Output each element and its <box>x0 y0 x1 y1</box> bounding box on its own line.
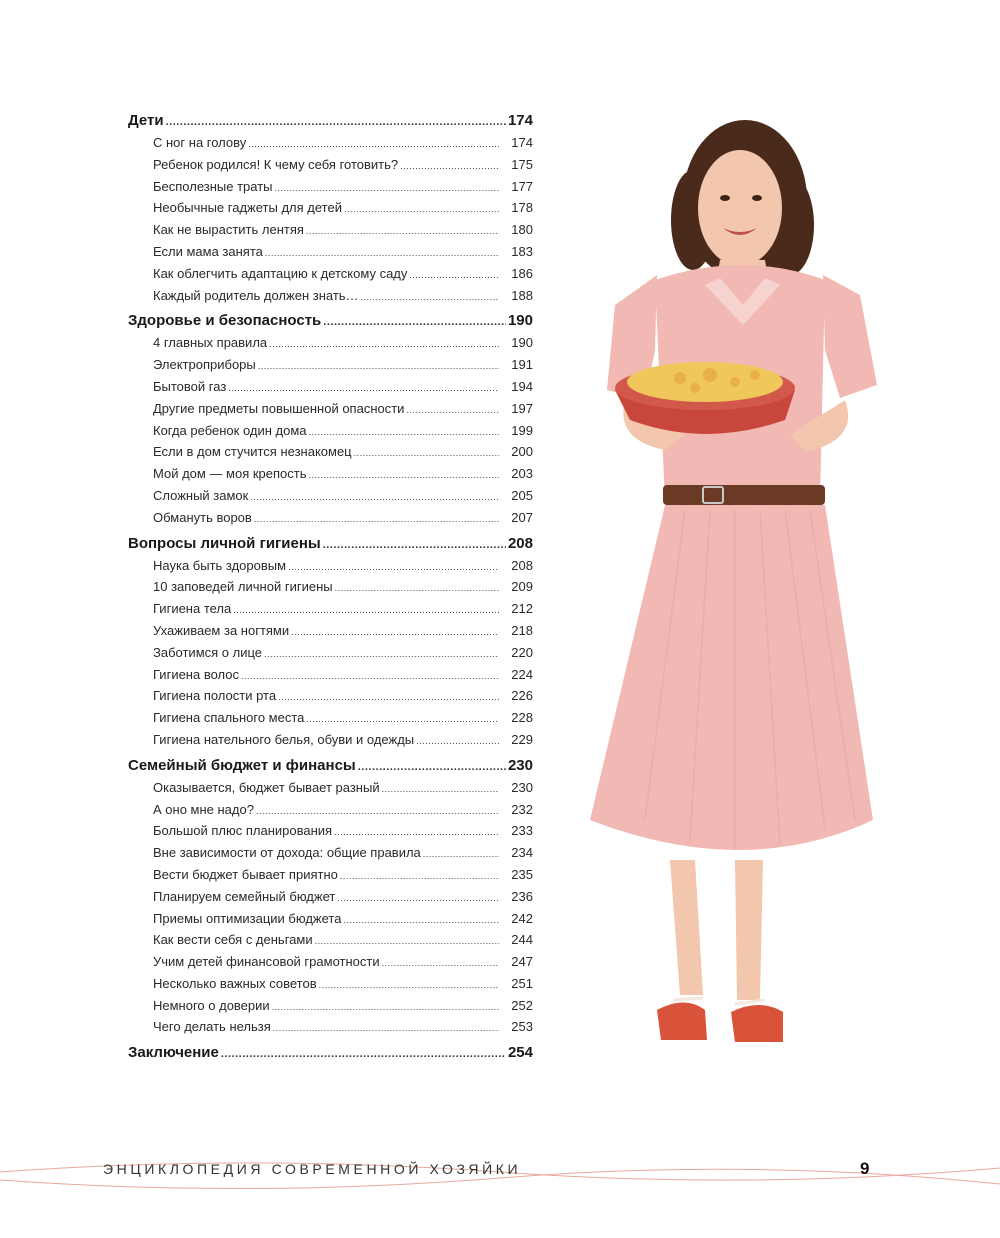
toc-entry-page: 191 <box>511 357 533 373</box>
dot-leader <box>335 578 499 600</box>
toc-entry <box>128 176 533 198</box>
toc-entry-page: 200 <box>511 444 533 460</box>
toc-entry-title: Оказывается, бюджет бывает разный <box>153 779 380 795</box>
dot-leader <box>354 443 499 465</box>
dot-leader <box>258 356 499 378</box>
toc-entry <box>128 332 533 354</box>
toc-entry <box>128 864 533 886</box>
toc-entry <box>128 197 533 219</box>
toc-entry-title: Бесполезные траты <box>153 178 273 194</box>
toc-entry <box>128 154 533 176</box>
toc-entry <box>128 485 533 507</box>
toc-entry-title: Заботимся о лице <box>153 644 262 660</box>
dot-leader <box>382 779 499 801</box>
toc-entry-page: 180 <box>511 222 533 238</box>
toc-section-page: 174 <box>507 112 533 129</box>
toc-entry <box>128 463 533 485</box>
toc-entry-title: Гигиена полости рта <box>153 688 277 704</box>
toc-entry <box>128 219 533 241</box>
toc-entry <box>128 929 533 951</box>
toc-section-page: 190 <box>507 312 533 330</box>
toc-entry <box>128 420 533 442</box>
toc-entry-page: 244 <box>511 932 533 948</box>
toc-entry-title: Ухаживаем за ногтями <box>153 622 290 638</box>
toc-entry <box>128 441 533 463</box>
toc-entry-page: 207 <box>511 509 533 525</box>
toc-entry-page: 203 <box>511 466 533 482</box>
toc-section-page: 208 <box>507 534 533 552</box>
toc-entry <box>128 908 533 930</box>
toc-entry-title: Наука быть здоровым <box>153 557 287 573</box>
toc-entry <box>128 576 533 598</box>
dot-leader <box>361 287 499 309</box>
dot-leader <box>319 975 499 997</box>
toc-section-page: 254 <box>507 1044 533 1062</box>
toc-entry-title: С ног на голову <box>153 135 247 150</box>
dot-leader <box>323 534 506 556</box>
toc-section <box>128 533 533 555</box>
toc-entry-page: 199 <box>511 422 533 438</box>
toc-entry-page: 186 <box>511 265 533 281</box>
toc-section-title: Здоровье и безопасность <box>128 312 322 330</box>
toc-entry-title: Гигиена спального места <box>153 710 305 726</box>
toc-entry <box>128 132 533 154</box>
toc-entry-title: А оно мне надо? <box>153 801 254 817</box>
dot-leader <box>423 844 499 866</box>
dot-leader <box>400 156 499 178</box>
toc-entry <box>128 664 533 686</box>
toc-entry-title: Несколько важных советов <box>153 975 317 991</box>
dot-leader <box>275 178 499 200</box>
dot-leader <box>340 866 499 888</box>
toc-entry <box>128 995 533 1017</box>
dot-leader <box>265 243 499 265</box>
toc-entry-title: 10 заповедей личной гигиены <box>153 579 333 595</box>
toc-entry-page: 228 <box>511 710 533 726</box>
toc-entry-page: 175 <box>511 156 533 172</box>
toc-entry-title: Чего делать нельзя <box>153 1019 271 1035</box>
dot-leader <box>343 910 499 932</box>
toc-entry <box>128 285 533 307</box>
dot-leader <box>309 465 499 487</box>
dot-leader <box>233 600 499 622</box>
dot-leader <box>272 997 499 1019</box>
toc-entry <box>128 820 533 842</box>
toc-entry-page: 247 <box>511 954 533 970</box>
dot-leader <box>291 622 499 644</box>
toc-entry-page: 252 <box>511 997 533 1013</box>
toc-entry-page: 188 <box>511 287 533 303</box>
dot-leader <box>221 1043 506 1065</box>
toc-entry-page: 229 <box>511 731 533 747</box>
toc-section <box>128 110 533 132</box>
toc-entry-page: 230 <box>511 779 533 795</box>
running-title: ЭНЦИКЛОПЕДИЯ СОВРЕМЕННОЙ ХОЗЯЙКИ <box>103 1161 522 1177</box>
dot-leader <box>166 111 506 133</box>
toc-section-title: Семейный бюджет и финансы <box>128 756 356 774</box>
toc-entry-title: Приемы оптимизации бюджета <box>153 910 342 926</box>
dot-leader <box>248 134 499 156</box>
toc-entry <box>128 555 533 577</box>
dot-leader <box>416 731 499 753</box>
toc-entry <box>128 842 533 864</box>
toc-entry-title: Вне зависимости от дохода: общие правила <box>153 845 421 861</box>
woman-holding-pie-photo <box>585 120 885 1095</box>
toc-entry-page: 233 <box>511 823 533 839</box>
dot-leader <box>358 756 506 778</box>
toc-entry-page: 205 <box>511 487 533 503</box>
toc-entry <box>128 642 533 664</box>
toc-entry-page: 178 <box>511 200 533 216</box>
page-number: 9 <box>860 1159 870 1178</box>
toc-entry <box>128 777 533 799</box>
toc-entry <box>128 973 533 995</box>
toc-entry <box>128 354 533 376</box>
dot-leader <box>344 199 499 221</box>
toc-entry-page: 235 <box>511 866 533 882</box>
toc-entry-page: 220 <box>511 644 533 660</box>
toc-entry-page: 208 <box>511 557 533 573</box>
dot-leader <box>254 509 499 531</box>
toc-entry <box>128 398 533 420</box>
toc-entry-title: Как вести себя с деньгами <box>153 932 313 948</box>
toc-entry-page: 251 <box>511 975 533 991</box>
toc-entry <box>128 263 533 285</box>
toc-entry-title: Мой дом — моя крепость <box>153 466 307 482</box>
dot-leader <box>256 801 499 823</box>
toc-entry <box>128 241 533 263</box>
toc-entry-title: Бытовой газ <box>153 378 227 394</box>
dot-leader <box>315 931 499 953</box>
dot-leader <box>306 709 499 731</box>
dot-leader <box>306 221 499 243</box>
toc-entry-page: 218 <box>511 622 533 638</box>
dot-leader <box>323 311 506 333</box>
dot-leader <box>228 378 499 400</box>
toc-entry <box>128 685 533 707</box>
dot-leader <box>241 666 499 688</box>
toc-entry-title: Планируем семейный бюджет <box>153 888 336 904</box>
toc-entry-title: Гигиена тела <box>153 601 232 617</box>
toc-entry-page: 212 <box>511 601 533 617</box>
toc-section-title: Дети <box>128 112 164 129</box>
toc-entry-page: 190 <box>511 335 533 351</box>
toc-entry <box>128 886 533 908</box>
toc-entry-title: Если мама занята <box>153 243 263 259</box>
toc-section <box>128 755 533 777</box>
toc-entry-page: 224 <box>511 666 533 682</box>
toc-entry-page: 183 <box>511 243 533 259</box>
toc-section <box>128 310 533 332</box>
toc-entry-title: Учим детей финансовой грамотности <box>153 954 380 970</box>
dot-leader <box>409 265 499 287</box>
toc-entry <box>128 1016 533 1038</box>
toc-entry <box>128 799 533 821</box>
dot-leader <box>250 487 499 509</box>
dot-leader <box>382 953 499 975</box>
toc-entry <box>128 707 533 729</box>
dot-leader <box>269 334 499 356</box>
toc-entry-page: 177 <box>511 178 533 194</box>
toc-entry-title: Электроприборы <box>153 357 256 373</box>
toc-entry-title: Другие предметы повышенной опасности <box>153 400 405 416</box>
toc-entry <box>128 951 533 973</box>
toc-section-title: Заключение <box>128 1044 219 1062</box>
toc-entry-title: Если в дом стучится незнакомец <box>153 444 352 460</box>
toc-entry-title: Обмануть воров <box>153 509 252 525</box>
dot-leader <box>337 888 499 910</box>
toc-entry-title: Сложный замок <box>153 487 249 503</box>
table-of-contents <box>128 110 533 1064</box>
toc-entry-title: 4 главных правила <box>153 335 268 351</box>
toc-entry-page: 242 <box>511 910 533 926</box>
dot-leader <box>406 400 499 422</box>
toc-entry-title: Вести бюджет бывает приятно <box>153 866 338 882</box>
toc-entry-page: 194 <box>511 378 533 394</box>
toc-entry-page: 197 <box>511 400 533 416</box>
toc-section <box>128 1042 533 1064</box>
toc-entry-page: 236 <box>511 888 533 904</box>
dot-leader <box>309 422 499 444</box>
toc-entry-page: 232 <box>511 801 533 817</box>
dot-leader <box>264 644 499 666</box>
toc-entry <box>128 598 533 620</box>
toc-entry-title: Ребенок родился! К чему себя готовить? <box>153 156 399 172</box>
toc-entry-page: 226 <box>511 688 533 704</box>
toc-entry-page: 234 <box>511 845 533 861</box>
toc-entry <box>128 376 533 398</box>
toc-entry-title: Каждый родитель должен знать… <box>153 287 359 303</box>
toc-section-page: 230 <box>507 756 533 774</box>
toc-entry-page: 253 <box>511 1019 533 1035</box>
dot-leader <box>288 557 499 579</box>
dot-leader <box>334 822 499 844</box>
toc-entry-page: 174 <box>511 135 533 150</box>
toc-entry-title: Как облегчить адаптацию к детскому саду <box>153 265 408 281</box>
toc-entry-title: Немного о доверии <box>153 997 270 1013</box>
toc-section-title: Вопросы личной гигиены <box>128 534 321 552</box>
toc-entry-page: 209 <box>511 579 533 595</box>
toc-entry-title: Большой плюс планирования <box>153 823 333 839</box>
dot-leader <box>278 687 499 709</box>
toc-entry-title: Необычные гаджеты для детей <box>153 200 342 216</box>
dot-leader <box>273 1018 499 1040</box>
toc-entry-title: Гигиена нательного белья, обуви и одежды <box>153 731 415 747</box>
toc-entry-title: Гигиена волос <box>153 666 239 682</box>
toc-entry <box>128 729 533 751</box>
toc-entry-title: Как не вырастить лентяя <box>153 222 304 238</box>
toc-entry <box>128 507 533 529</box>
toc-entry-title: Когда ребенок один дома <box>153 422 307 438</box>
toc-entry <box>128 620 533 642</box>
